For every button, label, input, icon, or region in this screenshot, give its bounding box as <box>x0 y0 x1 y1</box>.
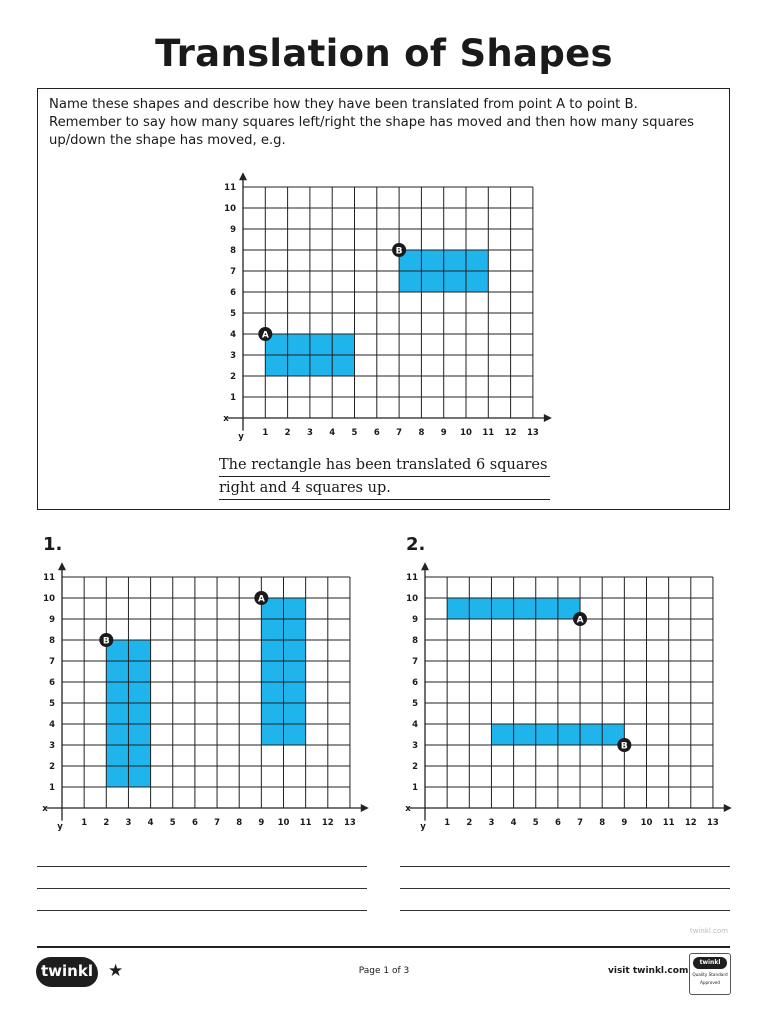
question-1-number: 1. <box>43 534 63 555</box>
x-axis-arrow-icon <box>544 414 552 422</box>
x-tick-label: 8 <box>599 818 606 828</box>
point-a-label: A <box>261 330 269 341</box>
x-tick-label: 1 <box>81 818 88 828</box>
page-number: Page 1 of 3 <box>358 966 410 976</box>
y-axis-arrow-icon <box>239 172 247 180</box>
y-tick-label: 4 <box>49 720 55 730</box>
y-tick-label: 7 <box>412 657 418 667</box>
instruction-line: Name these shapes and describe how they have been translated from point A to point B. <box>49 97 638 112</box>
footer-watermark: twinkl.com <box>689 927 728 935</box>
x-tick-label: 7 <box>396 428 403 438</box>
example-grid <box>212 170 562 445</box>
x-axis-label: x <box>405 804 411 814</box>
y-tick-label: 1 <box>230 393 236 403</box>
answer-line[interactable] <box>400 888 730 889</box>
point-b-label: B <box>395 246 403 257</box>
y-tick-label: 3 <box>412 741 418 751</box>
answer-line[interactable] <box>37 910 367 911</box>
answer-line[interactable] <box>37 888 367 889</box>
badge-text: Approved <box>699 980 721 985</box>
point-b-label: B <box>620 741 628 752</box>
x-tick-label: 1 <box>444 818 451 828</box>
instruction-line: up/down the shape has moved, e.g. <box>49 133 286 148</box>
x-tick-label: 3 <box>125 818 132 828</box>
answer-line[interactable] <box>400 866 730 867</box>
x-tick-label: 10 <box>277 818 290 828</box>
x-tick-label: 9 <box>621 818 628 828</box>
example-answer-line-2: right and 4 squares up. <box>219 478 550 500</box>
y-tick-label: 5 <box>49 699 55 709</box>
x-tick-label: 2 <box>284 428 291 438</box>
x-tick-label: 13 <box>526 428 539 438</box>
y-axis-label: y <box>57 822 63 832</box>
x-tick-label: 8 <box>236 818 243 828</box>
x-axis-arrow-icon <box>724 804 732 812</box>
instruction-line: Remember to say how many squares left/right the shape has moved and then how many squares <box>49 115 695 130</box>
question-2-number: 2. <box>406 534 426 555</box>
x-tick-label: 7 <box>214 818 221 828</box>
x-tick-label: 11 <box>299 818 312 828</box>
x-tick-label: 12 <box>684 818 697 828</box>
question-1-grid <box>30 562 370 832</box>
page-title: Translation of Shapes <box>155 32 613 75</box>
y-tick-label: 5 <box>412 699 418 709</box>
y-tick-label: 3 <box>230 351 236 361</box>
y-axis-label: y <box>420 822 426 832</box>
y-tick-label: 9 <box>230 225 236 235</box>
y-axis-arrow-icon <box>421 562 429 570</box>
y-tick-label: 2 <box>412 762 418 772</box>
x-tick-label: 10 <box>460 428 472 438</box>
x-tick-label: 2 <box>103 818 110 828</box>
x-tick-label: 6 <box>554 818 561 828</box>
quality-badge <box>689 953 731 995</box>
x-tick-label: 13 <box>344 818 356 828</box>
y-tick-label: 1 <box>49 783 55 793</box>
badge-text: Quality Standard <box>692 972 728 977</box>
x-tick-label: 3 <box>488 818 495 828</box>
question-2-grid <box>394 562 734 832</box>
y-tick-label: 7 <box>49 657 55 667</box>
x-tick-label: 5 <box>532 818 539 828</box>
x-tick-label: 4 <box>510 818 517 828</box>
y-tick-label: 10 <box>43 594 55 604</box>
badge-logo: twinkl <box>693 957 727 969</box>
x-tick-label: 10 <box>640 818 653 828</box>
y-tick-label: 8 <box>412 636 418 646</box>
y-tick-label: 8 <box>230 246 236 256</box>
answer-line[interactable] <box>37 866 367 867</box>
x-axis-label: x <box>223 414 229 424</box>
x-tick-label: 8 <box>418 428 425 438</box>
x-tick-label: 6 <box>373 428 380 438</box>
y-tick-label: 1 <box>412 783 418 793</box>
x-tick-label: 13 <box>707 818 719 828</box>
y-tick-label: 10 <box>406 594 418 604</box>
y-axis-arrow-icon <box>58 562 66 570</box>
x-tick-label: 9 <box>258 818 265 828</box>
answer-line[interactable] <box>400 910 730 911</box>
y-tick-label: 2 <box>49 762 55 772</box>
y-tick-label: 9 <box>412 615 418 625</box>
point-a-label: A <box>257 594 265 605</box>
x-tick-label: 12 <box>504 428 517 438</box>
y-tick-label: 3 <box>49 741 55 751</box>
x-tick-label: 1 <box>262 428 269 438</box>
x-tick-label: 4 <box>329 428 336 438</box>
footer-divider <box>37 946 730 948</box>
x-tick-label: 4 <box>147 818 154 828</box>
example-answer-line-1: The rectangle has been translated 6 squares <box>219 455 550 477</box>
x-axis-label: x <box>42 804 48 814</box>
x-tick-label: 5 <box>351 428 358 438</box>
y-tick-label: 11 <box>406 573 418 583</box>
x-tick-label: 9 <box>440 428 447 438</box>
y-tick-label: 11 <box>43 573 55 583</box>
x-tick-label: 6 <box>191 818 198 828</box>
y-tick-label: 11 <box>224 183 236 193</box>
twinkl-logo: twinkl <box>36 957 98 987</box>
x-tick-label: 11 <box>662 818 675 828</box>
x-axis-arrow-icon <box>361 804 369 812</box>
y-tick-label: 8 <box>49 636 55 646</box>
y-tick-label: 4 <box>230 330 236 340</box>
x-tick-label: 3 <box>306 428 313 438</box>
point-b-label: B <box>102 636 110 647</box>
instructions <box>49 96 719 150</box>
y-tick-label: 6 <box>230 288 236 298</box>
x-tick-label: 2 <box>466 818 473 828</box>
y-tick-label: 5 <box>230 309 236 319</box>
x-tick-label: 7 <box>577 818 584 828</box>
x-tick-label: 12 <box>321 818 334 828</box>
y-tick-label: 6 <box>49 678 55 688</box>
point-a-label: A <box>576 615 584 626</box>
y-tick-label: 6 <box>412 678 418 688</box>
y-tick-label: 4 <box>412 720 418 730</box>
y-tick-label: 9 <box>49 615 55 625</box>
x-tick-label: 5 <box>169 818 176 828</box>
y-tick-label: 7 <box>230 267 236 277</box>
star-icon: ★ <box>108 961 124 981</box>
x-tick-label: 11 <box>482 428 495 438</box>
visit-link[interactable]: visit twinkl.com <box>608 966 689 976</box>
y-axis-label: y <box>238 432 244 442</box>
y-tick-label: 2 <box>230 372 236 382</box>
y-tick-label: 10 <box>224 204 236 214</box>
